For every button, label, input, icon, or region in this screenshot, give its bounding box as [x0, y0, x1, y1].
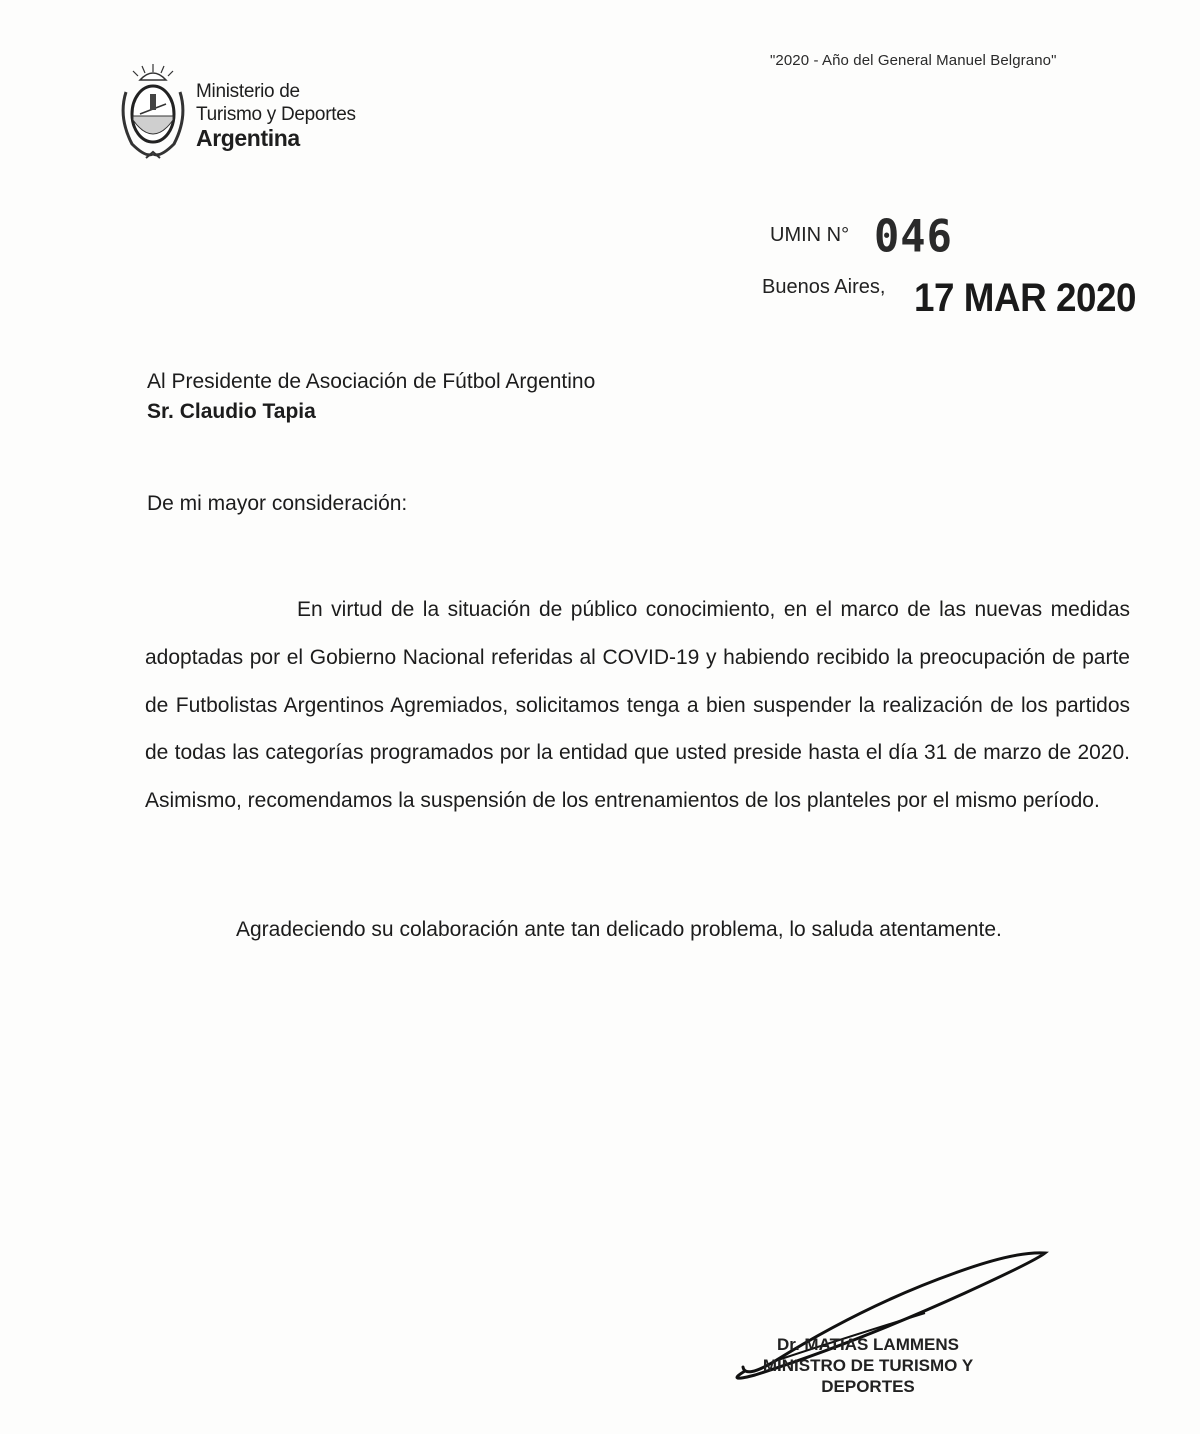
letter-body: En virtud de la situación de público conocimiento, en el marco de las nuevas medidas adoptadas por el Gobierno Nacional referidas al COVID-19 y habiendo recibido la preocupación de parte de Futbolistas Argentinos Agremiados, solicitamos tenga a bien suspender la realización de los partidos de todas las categorías programados por la entidad que usted preside hasta el día 31 de marzo de 2020. Asimismo, recomendamos la suspensión de los entrenamientos de los planteles por el mismo período.: [145, 598, 1130, 813]
signatory-role-line-1: MINISTRO DE TURISMO Y: [762, 1356, 974, 1375]
ministry-name: [196, 80, 356, 150]
ministry-line-1: Ministerio de: [196, 81, 300, 102]
signatory-role-line-2: DEPORTES: [821, 1377, 915, 1396]
ministry-line-2: Turismo y Deportes: [196, 104, 356, 125]
signatory-name: Dr. MATIAS LAMMENS: [777, 1335, 959, 1354]
addressee-name: Sr. Claudio Tapia: [147, 400, 316, 423]
addressee: [147, 367, 595, 427]
reference-number: 046: [874, 210, 953, 263]
year-motto: "2020 - Año del General Manuel Belgrano": [770, 52, 1057, 69]
place: Buenos Aires,: [762, 276, 886, 298]
country-name: Argentina: [196, 125, 300, 151]
argentina-coat-of-arms-icon: [116, 62, 190, 164]
salutation: De mi mayor consideración:: [147, 492, 408, 515]
addressee-title: Al Presidente de Asociación de Fútbol Argentino: [147, 370, 596, 393]
closing: Agradeciendo su colaboración ante tan delicado problema, lo saluda atentamente.: [236, 918, 1002, 941]
reference-label: UMIN N°: [770, 224, 850, 246]
signature-block: [738, 1334, 998, 1397]
date-stamp: 17 MAR 2020: [914, 276, 1136, 320]
